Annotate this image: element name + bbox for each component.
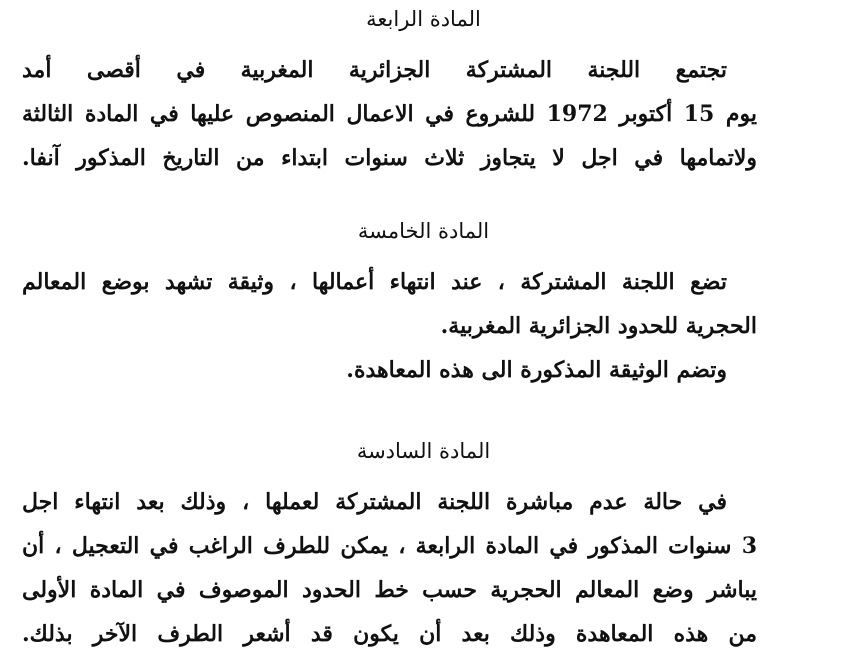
- article-6-line-2: 3 سنوات المذكور في المادة الرابعة ، يمكن للطرف الراغب في التعجيل ، أن: [22, 533, 757, 559]
- article-6-line-1: في حالة عدم مباشرة اللجنة المشتركة لعملها ، وذلك بعد انتهاء اجل: [22, 489, 727, 515]
- article-4-line-1: تجتمع اللجنة المشتركة الجزائرية المغربية في أقصى أمد: [22, 57, 727, 83]
- article-4-line-2: يوم 15 أكتوبر 1972 للشروع في الاعمال المنصوص عليها في المادة الثالثة: [22, 101, 757, 127]
- article-4-line-3: ولاتمامها في اجل لا يتجاوز ثلاث سنوات ابتداء من التاريخ المذكور آنفا.: [22, 145, 757, 171]
- article-5-heading: المادة الخامسة: [357, 219, 490, 243]
- article-6-line-3: يباشر وضع المعالم الحجرية حسب خط الحدود الموصوف في المادة الأولى: [22, 577, 757, 603]
- article-4-heading: المادة الرابعة: [366, 7, 481, 31]
- article-5-body: [22, 260, 757, 392]
- article-4-body: [22, 48, 757, 180]
- article-5-line-2: الحجرية للحدود الجزائرية المغربية.: [440, 313, 757, 339]
- article-6-line-4: من هذه المعاهدة وذلك بعد أن يكون قد أشعر الطرف الآخر بذلك.: [22, 621, 757, 647]
- article-6-body: [22, 480, 757, 656]
- article-5-line-3: وتضم الوثيقة المذكورة الى هذه المعاهدة.: [346, 357, 727, 383]
- article-5-line-1: تضع اللجنة المشتركة ، عند انتهاء أعمالها ، وثيقة تشهد بوضع المعالم: [22, 269, 727, 295]
- article-6-heading: المادة السادسة: [356, 439, 491, 463]
